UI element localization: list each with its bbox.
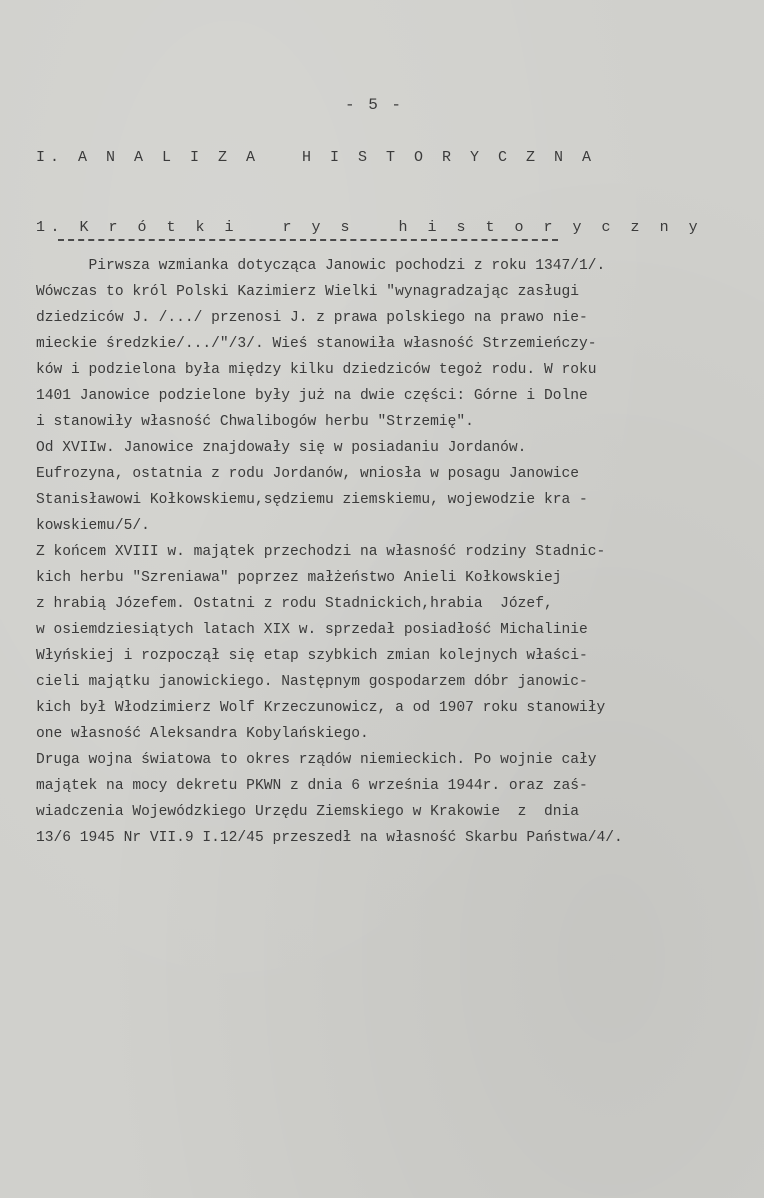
text-line: cieli majątku janowickiego. Następnym gospodarzem dóbr janowic- [36,674,588,690]
text-line: wiadczenia Wojewódzkiego Urzędu Ziemskiego w Krakowie z dnia [36,804,579,820]
text-line: Włyńskiej i rozpoczął się etap szybkich zmian kolejnych właści- [36,648,588,664]
text-line: dziedziców J. /.../ przenosi J. z prawa polskiego na prawo nie- [36,310,588,326]
text-line: ków i podzielona była między kilku dziedziców tegoż rodu. W roku [36,362,597,378]
text-line: Pirwsza wzmianka dotycząca Janowic pochodzi z roku 1347/1/. [36,258,606,274]
sub-heading: 1. K r ó t k i r y s h i s t o r y c z n y [36,219,704,236]
text-line: Eufrozyna, ostatnia z rodu Jordanów, wniosła w posagu Janowice [36,466,579,482]
text-line: 1401 Janowice podzielone były już na dwie części: Górne i Dolne [36,388,588,404]
text-line: one własność Aleksandra Kobylańskiego. [36,726,369,742]
text-line: mieckie średzkie/.../"/3/. Wieś stanowiła własność Strzemieńczy- [36,336,597,352]
text-line: Od XVIIw. Janowice znajdowały się w posiadaniu Jordanów. [36,440,527,456]
text-line: Druga wojna światowa to okres rządów niemieckich. Po wojnie cały [36,752,597,768]
text-line: z hrabią Józefem. Ostatni z rodu Stadnickich,hrabia Józef, [36,596,553,612]
text-line: Z końcem XVIII w. majątek przechodzi na własność rodziny Stadnic- [36,544,606,560]
section-heading: I. A N A L I Z A H I S T O R Y C Z N A [36,149,597,166]
text-line: majątek na mocy dekretu PKWN z dnia 6 września 1944r. oraz zaś- [36,778,588,794]
heading-underline [58,239,558,241]
text-line: kich był Włodzimierz Wolf Krzeczunowicz, a od 1907 roku stanowiły [36,700,606,716]
page-number: - 5 - [345,96,404,114]
text-line: Wówczas to król Polski Kazimierz Wielki "wynagradzając zasługi [36,284,579,300]
text-line: i stanowiły własność Chwalibogów herbu "Strzemię". [36,414,474,430]
text-line: w osiemdziesiątych latach XIX w. sprzedał posiadłość Michalinie [36,622,588,638]
text-line: Stanisławowi Kołkowskiemu,sędziemu ziemskiemu, wojewodzie kra - [36,492,588,508]
text-line: 13/6 1945 Nr VII.9 I.12/45 przeszedł na własność Skarbu Państwa/4/. [36,830,623,846]
text-line: kich herbu "Szreniawa" poprzez małżeństwo Anieli Kołkowskiej [36,570,562,586]
text-line: kowskiemu/5/. [36,518,150,534]
